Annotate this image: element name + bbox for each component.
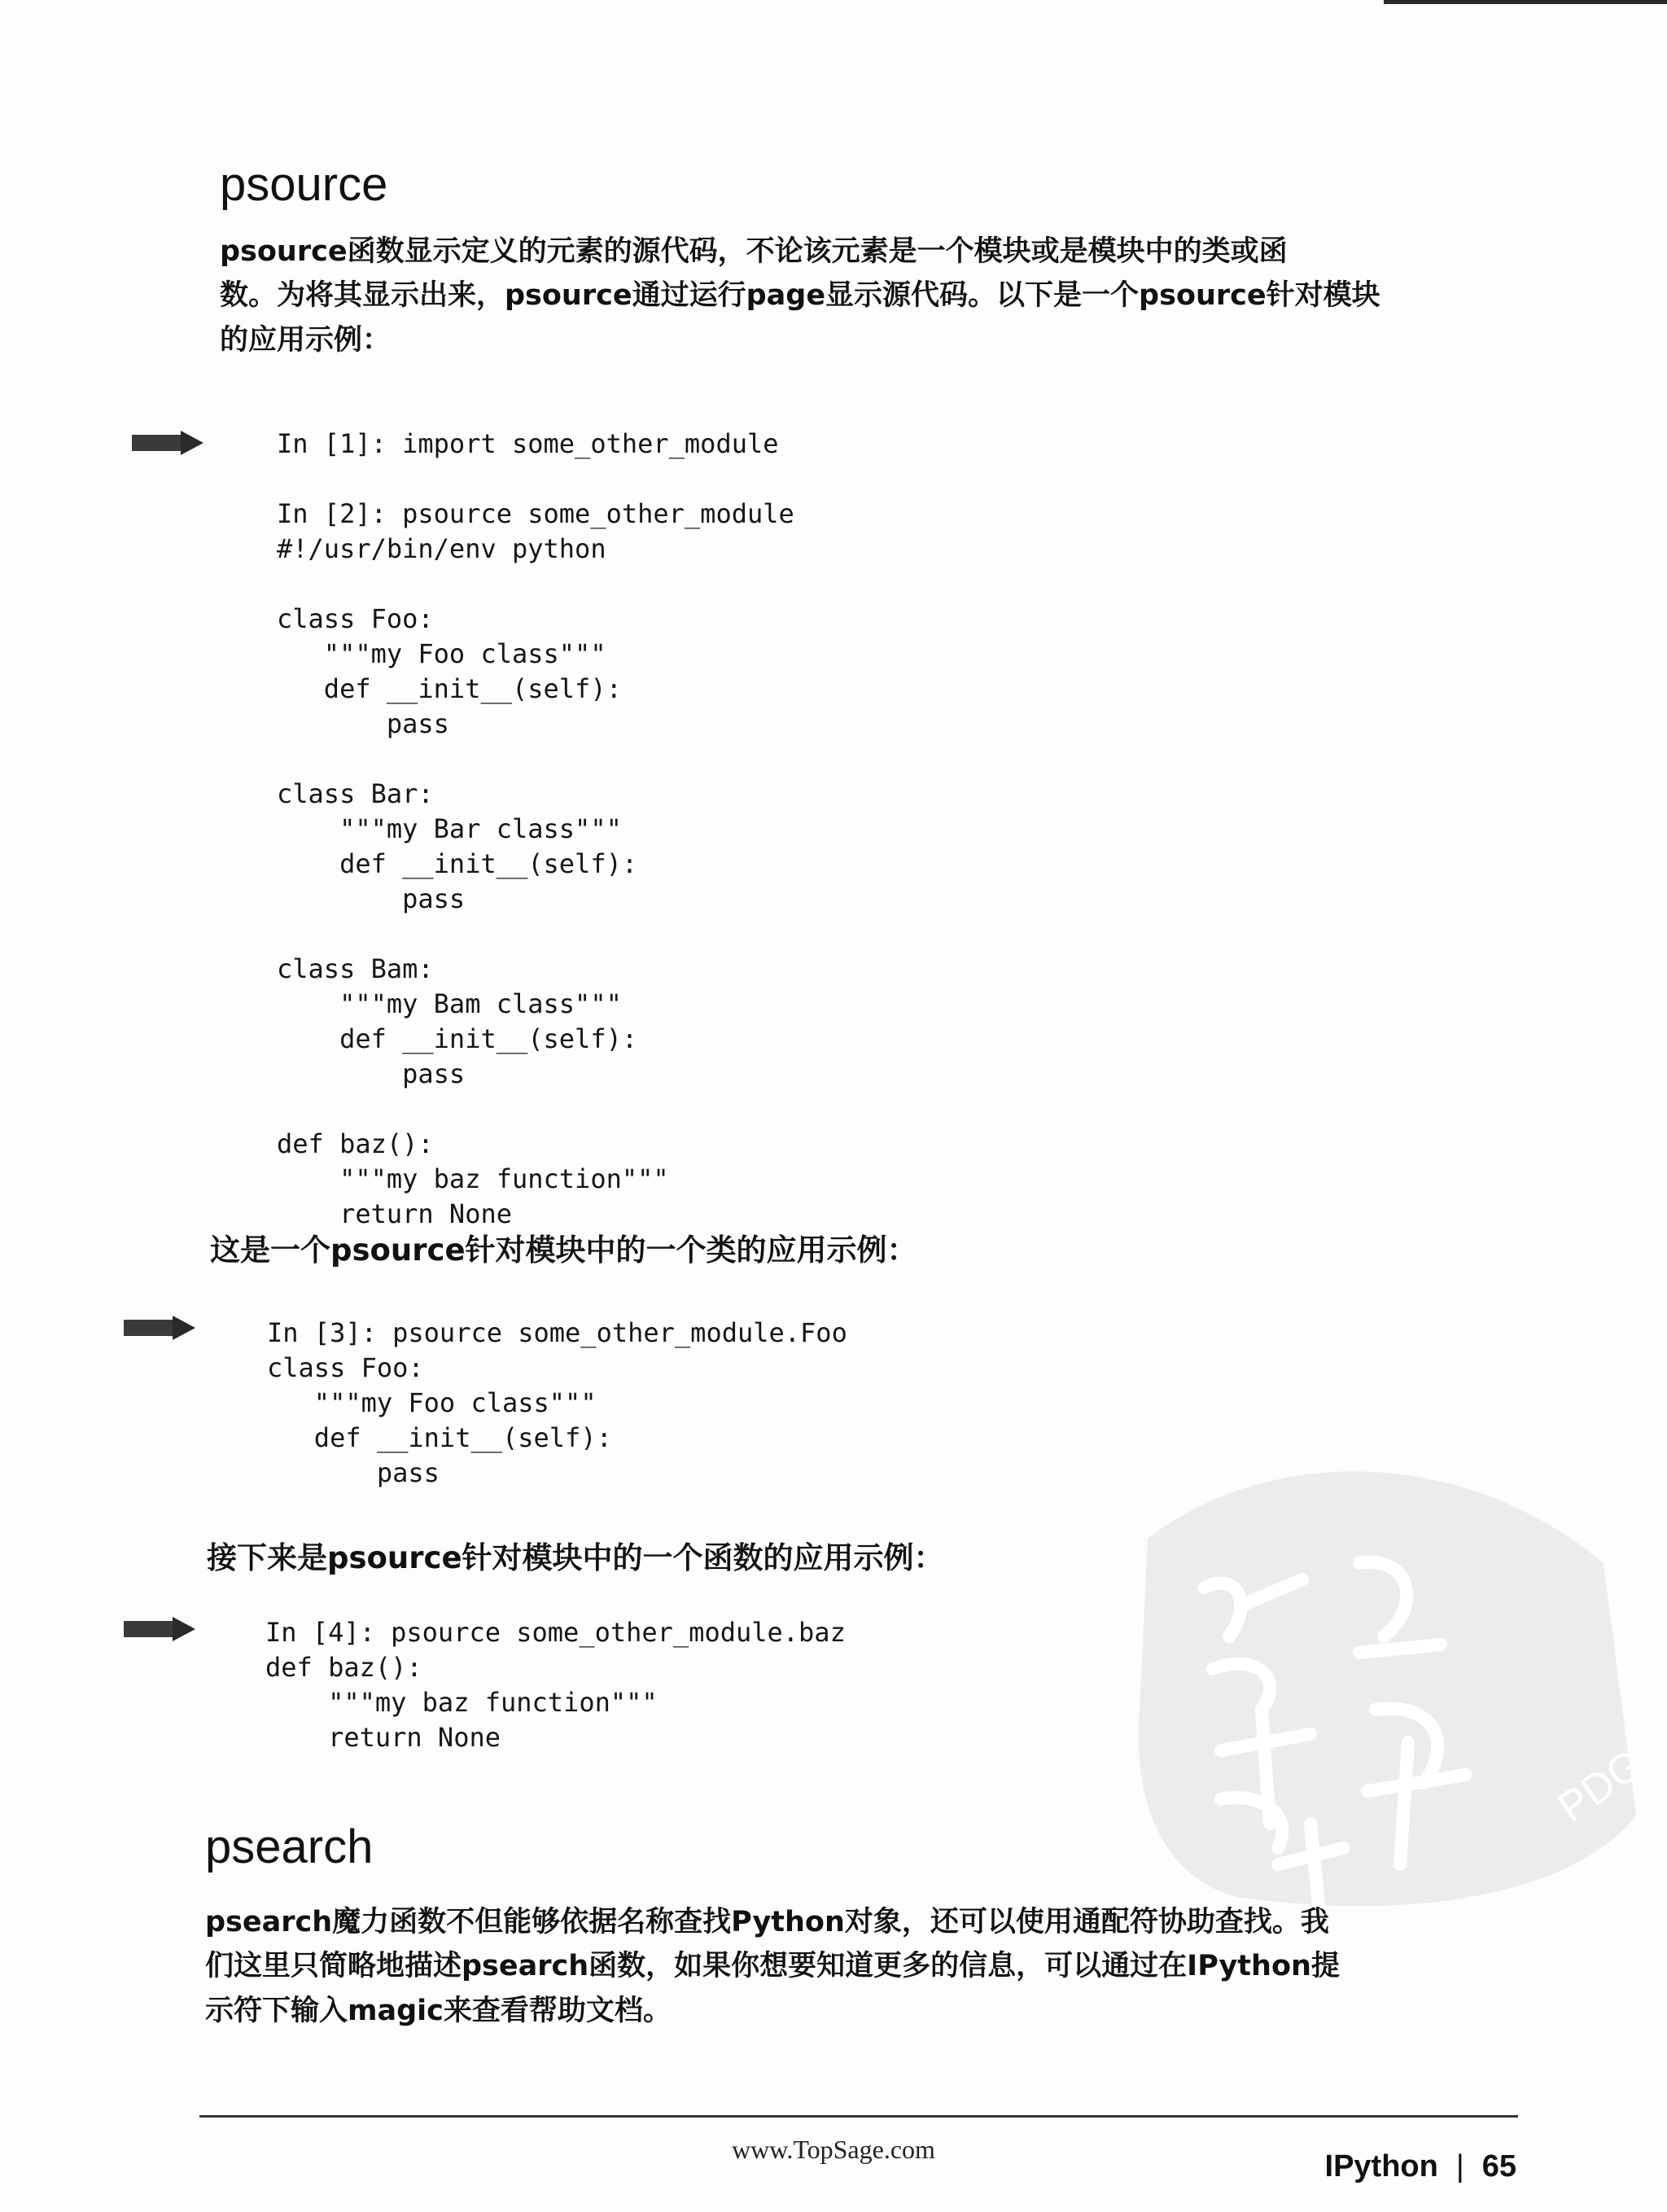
psearch-description-line-1: psearch魔力函数不但能够依据名称查找Python对象，还可以使用通配符协助查找。我: [205, 1906, 1329, 1938]
margin-arrow-icon: [130, 429, 205, 457]
psource-description-line-1: psource函数显示定义的元素的源代码，不论该元素是一个模块或是模块中的类或函: [220, 235, 1288, 268]
code-block-psource-class: In [3]: psource some_other_module.Foo class Foo: """my Foo class""" def __init__(self): pass: [267, 1317, 847, 1488]
top-edge-rule: [1384, 0, 1667, 4]
seal-watermark: [1115, 1441, 1652, 1921]
psearch-description-line-2: 们这里只简略地描述psearch函数，如果你想要知道更多的信息，可以通过在IPython提: [205, 1950, 1340, 1983]
psource-description-line-2: 数。为将其显示出来，psource通过运行page显示源代码。以下是一个psource针对模块: [220, 279, 1380, 313]
section-title-psearch: psearch: [205, 1820, 374, 1873]
running-footer: [1325, 2149, 1516, 2184]
margin-arrow-icon: [122, 1314, 197, 1342]
footer-separator: |: [1455, 2149, 1464, 2184]
footer-rule: [199, 2115, 1518, 2118]
footer-url: www.TopSage.com: [732, 2135, 935, 2164]
watermark-label: PDG: [1549, 1740, 1652, 1832]
caption-function-example: 接下来是psource针对模块中的一个函数的应用示例：: [207, 1540, 944, 1575]
psource-description-line-3: 的应用示例：: [220, 323, 392, 357]
code-block-psource-function: In [4]: psource some_other_module.baz def baz(): """my baz function""" return None: [265, 1617, 846, 1753]
psearch-description-line-3: 示符下输入magic来查看帮助文档。: [205, 1994, 672, 2027]
page-number: 65: [1481, 2149, 1516, 2184]
psource-description: [220, 230, 1538, 362]
footer-book-title: IPython: [1324, 2149, 1438, 2184]
code-block-psource-module: In [1]: import some_other_module In [2]: psource some_other_module #!/usr/bin/env python class Foo: """my Foo class""" def __init__(self): pass class Bar: """my Bar class""" def __init__(self): pass class Bam: """my Bam class""" def __init__(self): pass def baz(): """my baz function""" return None: [277, 428, 794, 1229]
caption-class-example: 这是一个psource针对模块中的一个类的应用示例：: [210, 1233, 917, 1268]
psearch-description: [205, 1900, 1520, 2033]
section-title-psource: psource: [220, 158, 388, 211]
margin-arrow-icon: [122, 1615, 197, 1643]
